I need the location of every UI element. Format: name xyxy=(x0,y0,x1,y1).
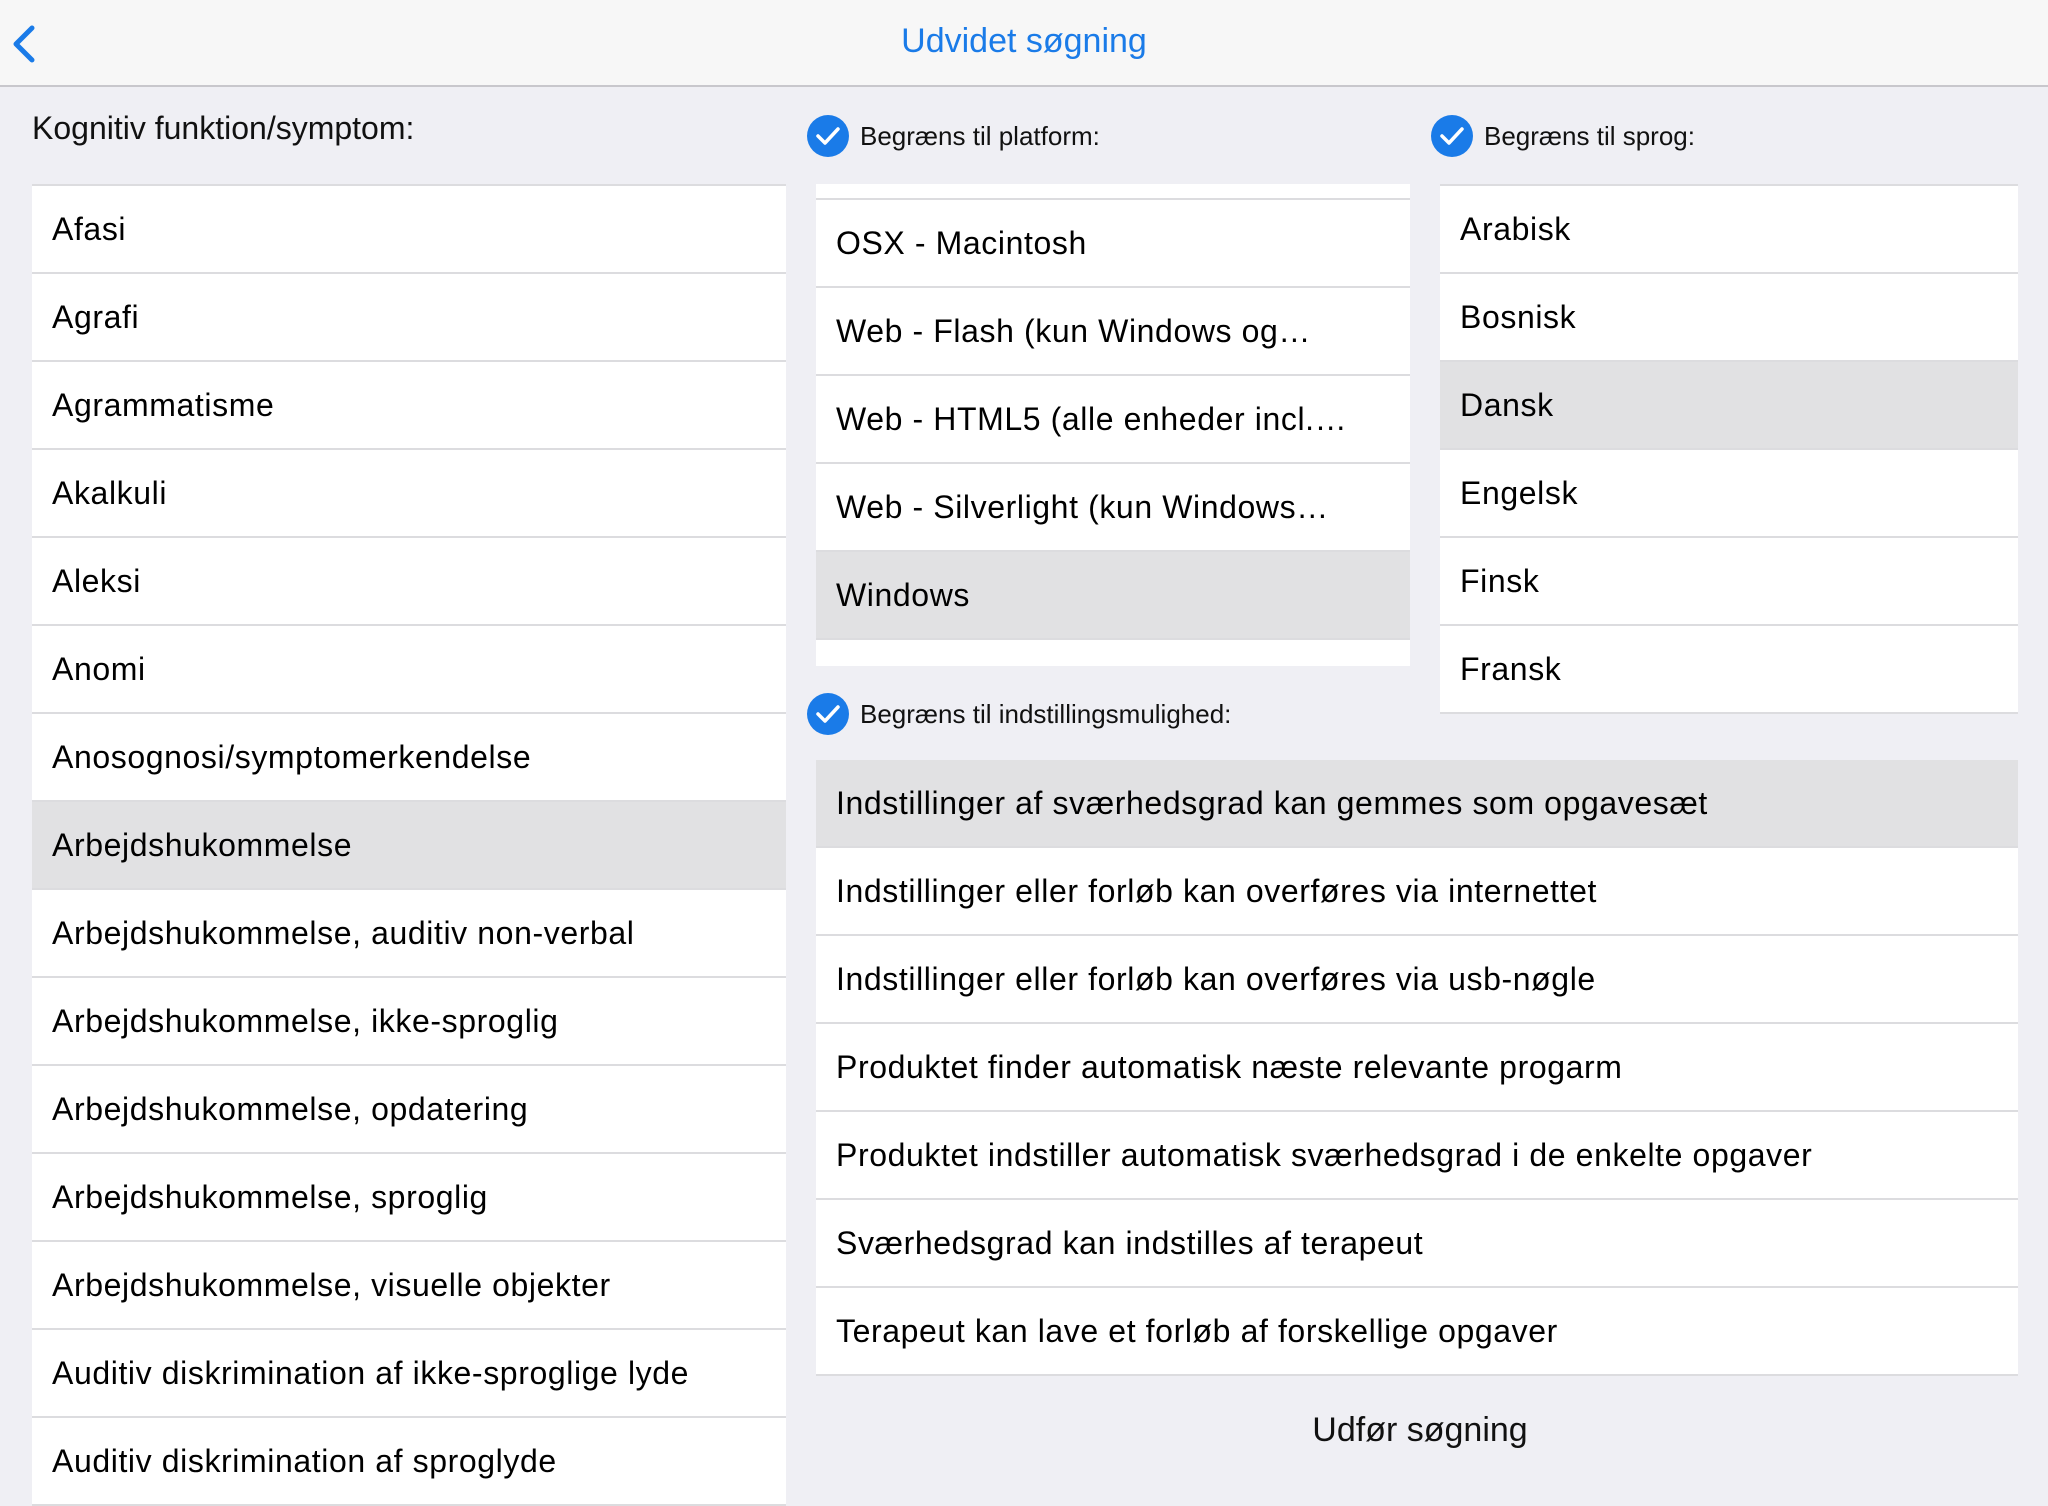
checkmark-circle-icon[interactable] xyxy=(806,692,850,736)
checkmark-circle-icon[interactable] xyxy=(1430,114,1474,158)
language-filter-label: Begræns til sprog: xyxy=(1484,120,1695,151)
symptom-list-item[interactable]: Anosognosi/symptomerkendelse xyxy=(32,714,786,802)
platform-filter-header xyxy=(806,114,1100,158)
symptom-list-item[interactable]: Arbejdshukommelse, auditiv non-verbal xyxy=(32,890,786,978)
symptom-list-item[interactable]: Arbejdshukommelse xyxy=(32,802,786,890)
settings-list-item[interactable]: Produktet indstiller automatisk sværhedsgrad i de enkelte opgaver xyxy=(816,1112,2018,1200)
platform-list-item[interactable]: Web - Silverlight (kun Windows… xyxy=(816,464,1410,552)
platform-list-item[interactable]: Windows xyxy=(816,552,1410,640)
language-list-item[interactable]: Bosnisk xyxy=(1440,274,2018,362)
symptom-list-item[interactable]: Afasi xyxy=(32,186,786,274)
platform-list-item[interactable]: Web - HTML5 (alle enheder incl.… xyxy=(816,376,1410,464)
symptom-list-item[interactable]: Auditiv diskrimination af sproglyde xyxy=(32,1418,786,1506)
symptom-list-item[interactable]: Agrammatisme xyxy=(32,362,786,450)
platform-list-item[interactable]: OSX - Macintosh xyxy=(816,200,1410,288)
language-list[interactable] xyxy=(1440,184,2018,687)
language-list-item[interactable]: Fransk xyxy=(1440,626,2018,714)
language-list-item[interactable]: Dansk xyxy=(1440,362,2018,450)
settings-filter-header xyxy=(806,692,1231,736)
settings-list-item[interactable]: Terapeut kan lave et forløb af forskellige opgaver xyxy=(816,1288,2018,1376)
perform-search-button[interactable]: Udfør søgning xyxy=(1312,1411,1528,1449)
settings-list-item[interactable]: Indstillinger eller forløb kan overføres via usb-nøgle xyxy=(816,936,2018,1024)
checkmark-circle-icon[interactable] xyxy=(806,114,850,158)
symptom-list-item[interactable]: Aleksi xyxy=(32,538,786,626)
settings-list-item[interactable]: Produktet finder automatisk næste relevante progarm xyxy=(816,1024,2018,1112)
settings-list-item[interactable]: Sværhedsgrad kan indstilles af terapeut xyxy=(816,1200,2018,1288)
platform-list[interactable] xyxy=(816,184,1410,666)
symptom-list[interactable] xyxy=(32,184,786,1479)
page-title[interactable]: Udvidet søgning xyxy=(901,22,1147,60)
symptom-list-item[interactable]: Agrafi xyxy=(32,274,786,362)
language-list-item[interactable]: Engelsk xyxy=(1440,450,2018,538)
settings-list[interactable] xyxy=(816,760,2018,1349)
symptom-section-label: Kognitiv funktion/symptom: xyxy=(32,110,415,146)
platform-filter-label: Begræns til platform: xyxy=(860,120,1100,151)
language-list-item[interactable]: Finsk xyxy=(1440,538,2018,626)
symptom-list-item[interactable]: Arbejdshukommelse, opdatering xyxy=(32,1066,786,1154)
symptom-list-item[interactable]: Arbejdshukommelse, visuelle objekter xyxy=(32,1242,786,1330)
platform-list-item[interactable]: Web - Flash (kun Windows og… xyxy=(816,288,1410,376)
language-filter-header xyxy=(1430,114,1695,158)
list-top-separator xyxy=(816,184,1410,200)
navigation-bar xyxy=(0,0,2048,87)
symptom-list-item[interactable]: Anomi xyxy=(32,626,786,714)
symptom-list-item[interactable]: Arbejdshukommelse, ikke-sproglig xyxy=(32,978,786,1066)
language-list-item[interactable]: Arabisk xyxy=(1440,186,2018,274)
settings-filter-label: Begræns til indstillingsmulighed: xyxy=(860,698,1232,729)
settings-list-item[interactable]: Indstillinger af sværhedsgrad kan gemmes som opgavesæt xyxy=(816,760,2018,848)
symptom-list-item[interactable]: Auditiv diskrimination af ikke-sproglige lyde xyxy=(32,1330,786,1418)
settings-list-item[interactable]: Indstillinger eller forløb kan overføres via internettet xyxy=(816,848,2018,936)
symptom-list-item[interactable]: Arbejdshukommelse, sproglig xyxy=(32,1154,786,1242)
symptom-list-item[interactable]: Akalkuli xyxy=(32,450,786,538)
